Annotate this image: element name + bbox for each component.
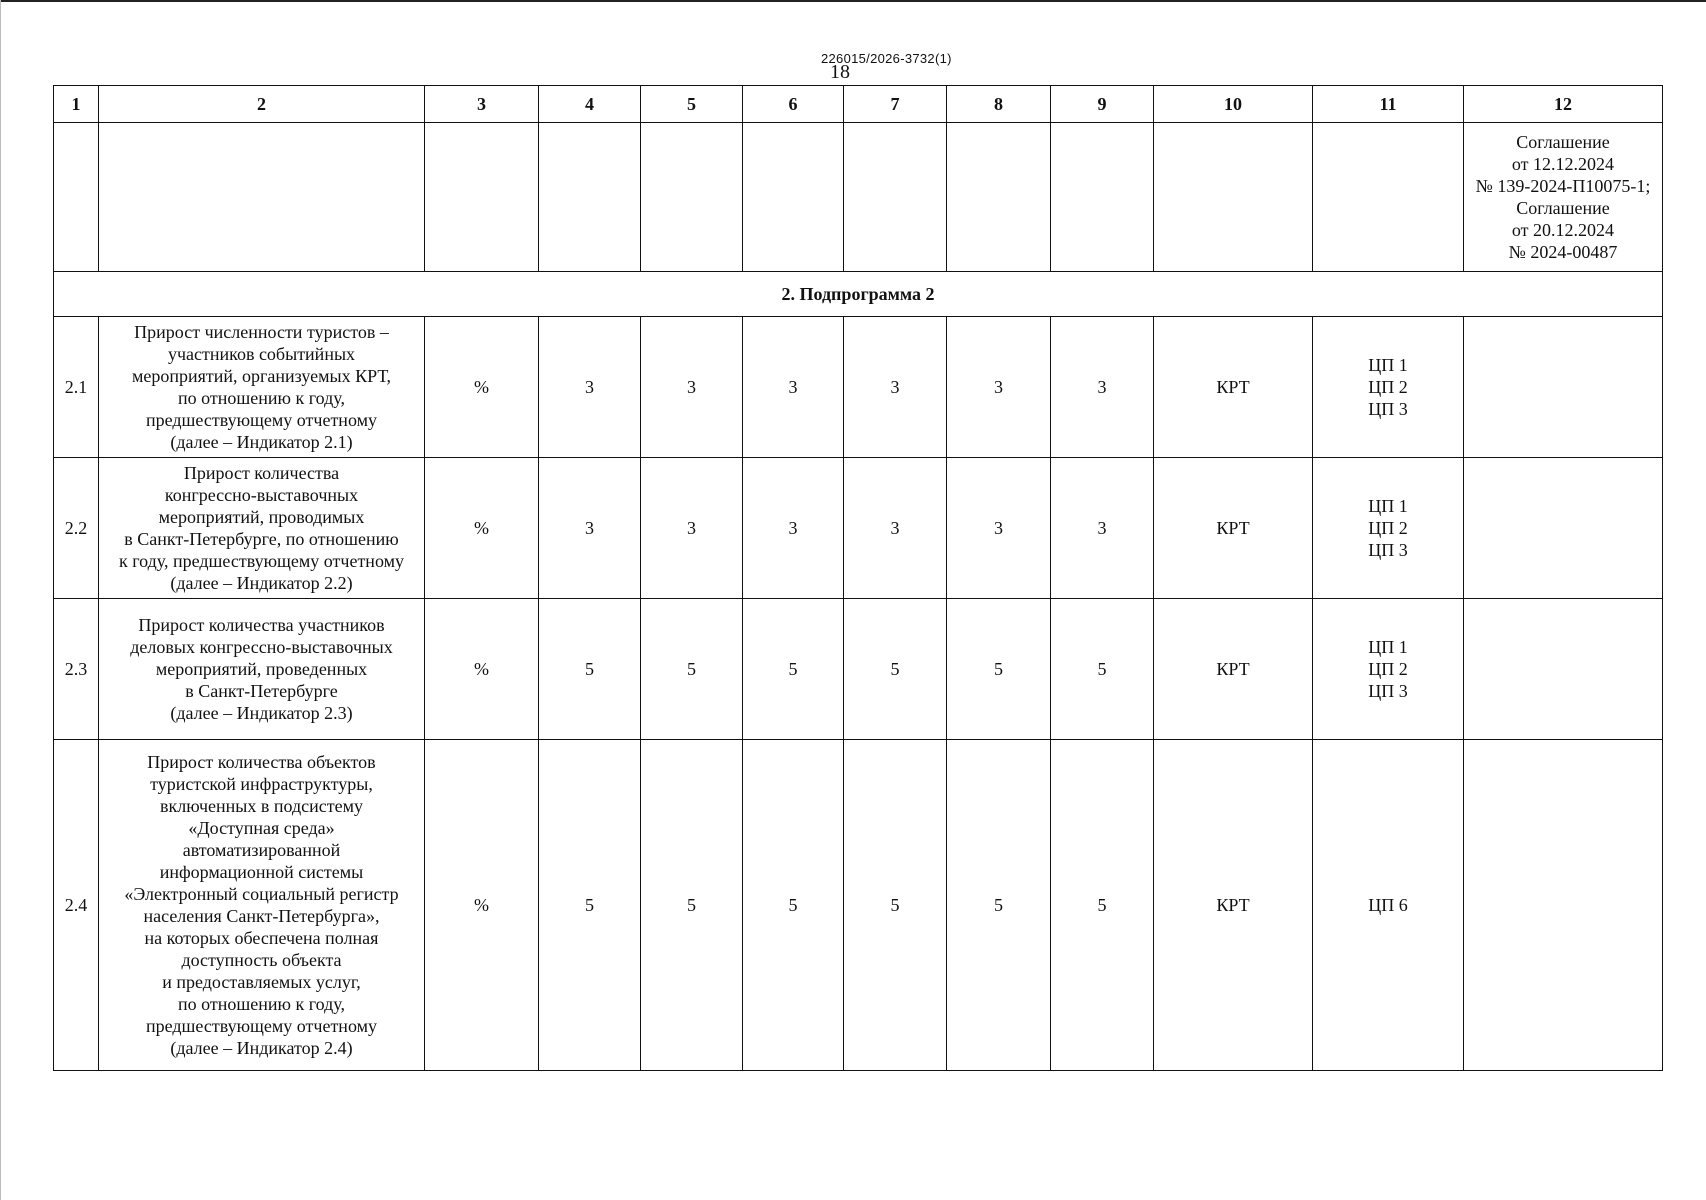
value-cell: 5 (743, 740, 844, 1071)
unit-cell: % (425, 599, 539, 740)
table-cell (743, 123, 844, 272)
value-cell: 3 (743, 458, 844, 599)
row-number: 2.4 (54, 740, 99, 1071)
value-cell: 5 (743, 599, 844, 740)
agreements-cell: Соглашение от 12.12.2024 № 139-2024-П10075-1; Соглашение от 20.12.2024 № 2024-00487 (1464, 123, 1663, 272)
value-cell: 3 (539, 458, 641, 599)
notes-cell (1464, 740, 1663, 1071)
table-cell (1154, 123, 1313, 272)
value-cell: 5 (844, 599, 947, 740)
header-cell: 3 (425, 86, 539, 123)
table-cell (641, 123, 743, 272)
header-cell: 4 (539, 86, 641, 123)
page-left-edge (0, 0, 1, 1200)
unit-cell: % (425, 740, 539, 1071)
responsible-cell: КРТ (1154, 458, 1313, 599)
table-cell (844, 123, 947, 272)
indicator-name: Прирост количества объектов туристской инфраструктуры, включенных в подсистему «Доступная среда» автоматизированной информационной системы «Электронный социальный регистр населения Санкт-Петербурга», на которых обеспечена полная доступность объекта и предоставляемых услуг, по отношению к году, предшествующему отчетному (далее – Индикатор 2.4) (99, 740, 425, 1071)
value-cell: 3 (641, 317, 743, 458)
page-top-edge (0, 0, 1706, 2)
row-number: 2.1 (54, 317, 99, 458)
value-cell: 5 (1051, 740, 1154, 1071)
continuation-row (54, 123, 1663, 272)
row-number: 2.3 (54, 599, 99, 740)
header-row (54, 86, 1663, 123)
page-number: 18 (830, 61, 850, 83)
value-cell: 3 (539, 317, 641, 458)
table-cell (99, 123, 425, 272)
responsible-cell: КРТ (1154, 740, 1313, 1071)
header-cell: 11 (1313, 86, 1464, 123)
table-cell (54, 123, 99, 272)
value-cell: 5 (947, 599, 1051, 740)
value-cell: 3 (743, 317, 844, 458)
goals-cell: ЦП 1 ЦП 2 ЦП 3 (1313, 317, 1464, 458)
notes-cell (1464, 599, 1663, 740)
header-cell: 5 (641, 86, 743, 123)
document-registration-stamp: 226015/2026-3732(1) (821, 51, 952, 66)
value-cell: 3 (947, 458, 1051, 599)
responsible-cell: КРТ (1154, 317, 1313, 458)
value-cell: 5 (641, 740, 743, 1071)
table-cell (425, 123, 539, 272)
value-cell: 3 (1051, 458, 1154, 599)
table-row (54, 458, 1663, 599)
header-cell: 2 (99, 86, 425, 123)
value-cell: 3 (844, 317, 947, 458)
value-cell: 3 (641, 458, 743, 599)
table-cell (947, 123, 1051, 272)
table-row (54, 740, 1663, 1071)
header-cell: 8 (947, 86, 1051, 123)
header-cell: 1 (54, 86, 99, 123)
notes-cell (1464, 317, 1663, 458)
table-cell (1051, 123, 1154, 272)
table-row (54, 599, 1663, 740)
header-cell: 6 (743, 86, 844, 123)
value-cell: 3 (947, 317, 1051, 458)
value-cell: 3 (844, 458, 947, 599)
indicator-name: Прирост количества конгрессно-выставочных мероприятий, проводимых в Санкт-Петербурге, по отношению к году, предшествующему отчетному (далее – Индикатор 2.2) (99, 458, 425, 599)
table-row (54, 317, 1663, 458)
unit-cell: % (425, 458, 539, 599)
table-cell (1313, 123, 1464, 272)
value-cell: 5 (947, 740, 1051, 1071)
value-cell: 5 (641, 599, 743, 740)
section-row (54, 272, 1663, 317)
row-number: 2.2 (54, 458, 99, 599)
goals-cell: ЦП 1 ЦП 2 ЦП 3 (1313, 458, 1464, 599)
value-cell: 3 (1051, 317, 1154, 458)
notes-cell (1464, 458, 1663, 599)
header-cell: 12 (1464, 86, 1663, 123)
header-cell: 7 (844, 86, 947, 123)
value-cell: 5 (1051, 599, 1154, 740)
responsible-cell: КРТ (1154, 599, 1313, 740)
indicators-table (53, 85, 1663, 1071)
value-cell: 5 (844, 740, 947, 1071)
value-cell: 5 (539, 599, 641, 740)
header-cell: 9 (1051, 86, 1154, 123)
goals-cell: ЦП 6 (1313, 740, 1464, 1071)
goals-cell: ЦП 1 ЦП 2 ЦП 3 (1313, 599, 1464, 740)
unit-cell: % (425, 317, 539, 458)
header-cell: 10 (1154, 86, 1313, 123)
section-title: 2. Подпрограмма 2 (54, 272, 1663, 317)
value-cell: 5 (539, 740, 641, 1071)
indicator-name: Прирост численности туристов – участников событийных мероприятий, организуемых КРТ, по отношению к году, предшествующему отчетному (далее – Индикатор 2.1) (99, 317, 425, 458)
indicator-name: Прирост количества участников деловых конгрессно-выставочных мероприятий, проведенных в Санкт-Петербурге (далее – Индикатор 2.3) (99, 599, 425, 740)
table-cell (539, 123, 641, 272)
